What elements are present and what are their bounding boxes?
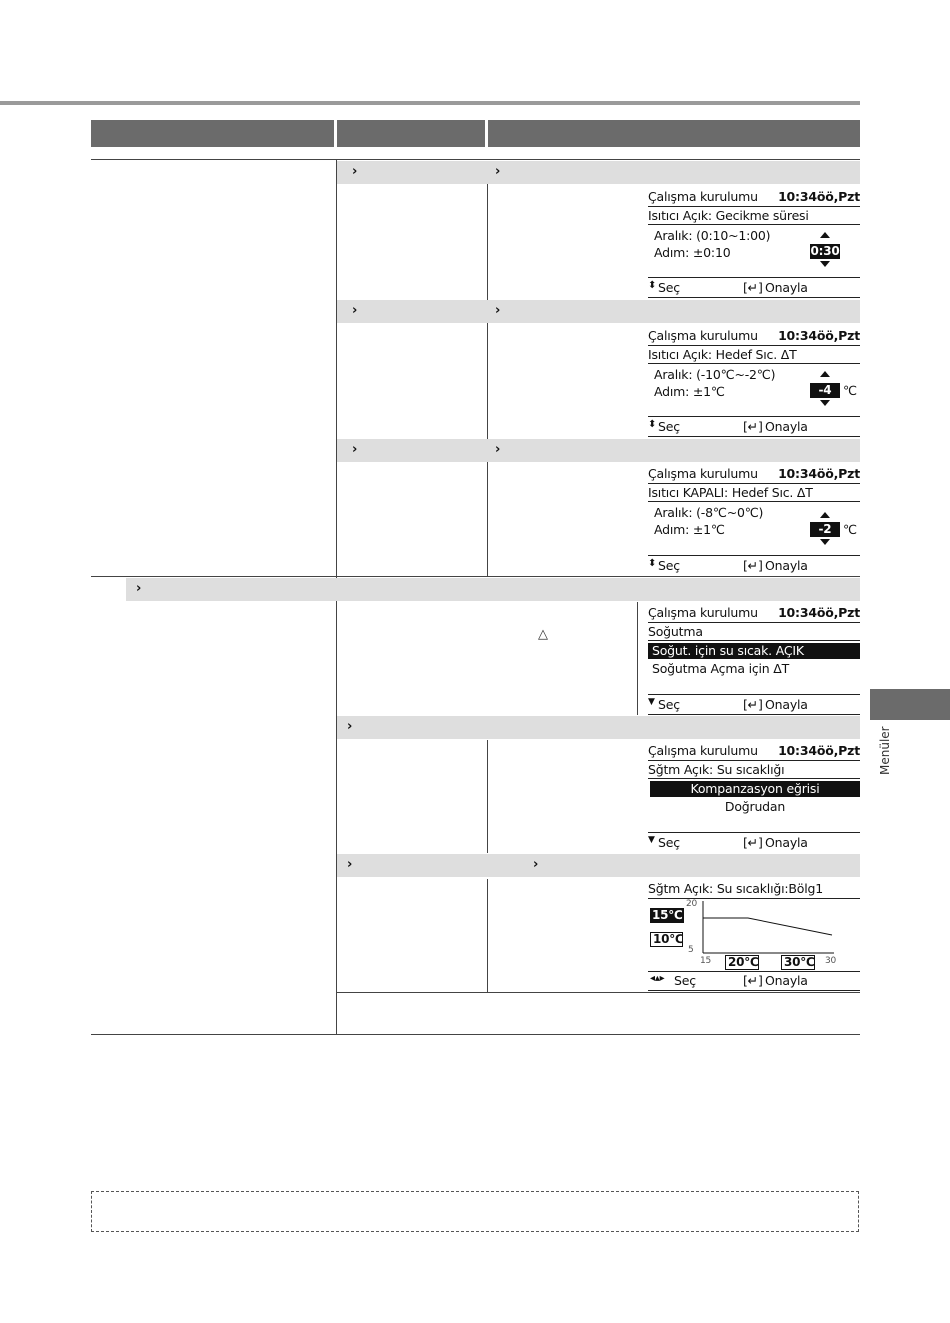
divider xyxy=(648,555,860,556)
menu-option[interactable]: Soğutma Açma için ΔT xyxy=(652,661,790,676)
select-label[interactable]: Seç xyxy=(658,558,680,573)
value-box[interactable]: 0:30 xyxy=(810,244,840,258)
divider xyxy=(648,694,860,695)
screen-subtitle: Isıtıcı Açık: Hedef Sıc. ΔT xyxy=(648,347,797,362)
col-divider-2a xyxy=(487,184,488,576)
screen-subtitle: Isıtıcı KAPALI: Hedef Sıc. ΔT xyxy=(648,485,813,500)
divider xyxy=(648,898,860,899)
divider xyxy=(648,501,860,502)
breadcrumb-bar xyxy=(126,578,860,601)
arrow-up-icon[interactable] xyxy=(820,512,830,518)
y-bottom-label: 5 xyxy=(688,945,694,955)
row-divider xyxy=(91,159,860,160)
menu-option[interactable]: Doğrudan xyxy=(724,799,786,814)
arrow-up-icon[interactable] xyxy=(820,232,830,238)
range-text: Aralık: (-10℃~-2℃) xyxy=(654,367,776,382)
screen-subtitle: Sğtm Açık: Su sıcaklığı xyxy=(648,762,785,777)
four-way-arrow-icon: ◂▴▸ xyxy=(650,973,665,984)
compensation-curve xyxy=(698,901,838,957)
screen-subtitle: Sğtm Açık: Su sıcaklığı:Bölg1 xyxy=(648,881,823,896)
chevron-right-icon: › xyxy=(533,857,539,872)
section-tab xyxy=(870,689,950,720)
updown-icon: ⬍ xyxy=(648,280,657,291)
enter-icon: [↵] xyxy=(743,419,763,434)
divider xyxy=(648,416,860,417)
confirm-label[interactable]: Onayla xyxy=(765,419,808,434)
screen-title: Çalışma kurulumu xyxy=(648,743,758,758)
row-divider xyxy=(91,576,860,577)
arrow-down-icon[interactable] xyxy=(820,261,830,267)
top-rule xyxy=(0,101,860,105)
x-val-1[interactable]: 20℃ xyxy=(728,955,759,969)
table-header-cell-3 xyxy=(488,120,860,147)
chevron-right-icon: › xyxy=(352,442,358,457)
breadcrumb-bar xyxy=(337,854,860,877)
col-divider-2d xyxy=(487,879,488,992)
down-arrow-icon: ▼ xyxy=(648,697,655,707)
selected-option[interactable]: Kompanzasyon eğrisi xyxy=(690,781,820,796)
x-left-label: 15 xyxy=(700,956,712,966)
note-box xyxy=(91,1191,859,1232)
select-label[interactable]: Seç xyxy=(658,835,680,850)
chevron-right-icon: › xyxy=(347,719,353,734)
confirm-label[interactable]: Onayla xyxy=(765,835,808,850)
chevron-right-icon: › xyxy=(495,164,501,179)
select-label[interactable]: Seç xyxy=(674,973,696,988)
unit-label: ℃ xyxy=(843,383,857,398)
divider xyxy=(648,832,860,833)
arrow-down-icon[interactable] xyxy=(820,539,830,545)
screen-subtitle: Soğutma xyxy=(648,624,703,639)
screen-title: Çalışma kurulumu xyxy=(648,466,758,481)
breadcrumb-bar xyxy=(337,716,860,739)
enter-icon: [↵] xyxy=(743,973,763,988)
screen-title: Çalışma kurulumu xyxy=(648,605,758,620)
range-text: Aralık: (-8℃~0℃) xyxy=(654,505,764,520)
col-divider-2b xyxy=(637,602,638,715)
selected-option[interactable]: Soğut. için su sıcak. AÇIK xyxy=(652,643,804,658)
lcd-screen-1 xyxy=(648,187,860,299)
screen-subtitle: Isıtıcı Açık: Gecikme süresi xyxy=(648,208,809,223)
chevron-right-icon: › xyxy=(136,581,142,596)
divider xyxy=(648,277,860,278)
value-box[interactable]: -4 xyxy=(810,383,840,398)
divider xyxy=(648,224,860,225)
divider xyxy=(648,714,860,715)
enter-icon: [↵] xyxy=(743,697,763,712)
divider xyxy=(648,297,860,298)
step-text: Adım: ±0:10 xyxy=(654,245,731,260)
screen-title: Çalışma kurulumu xyxy=(648,189,758,204)
select-label[interactable]: Seç xyxy=(658,697,680,712)
updown-icon: ⬍ xyxy=(648,558,657,569)
divider xyxy=(648,640,860,641)
divider xyxy=(648,760,860,761)
range-text: Aralık: (0:10~1:00) xyxy=(654,228,771,243)
breadcrumb-bar xyxy=(337,439,860,462)
confirm-label[interactable]: Onayla xyxy=(765,558,808,573)
divider xyxy=(648,971,860,972)
breadcrumb-bar xyxy=(337,300,860,323)
enter-icon: [↵] xyxy=(743,280,763,295)
arrow-up-icon[interactable] xyxy=(820,371,830,377)
table-bottom-rule xyxy=(91,1034,860,1035)
col-divider-2c xyxy=(487,740,488,853)
section-tab-label: Menüler xyxy=(878,726,892,775)
confirm-label[interactable]: Onayla xyxy=(765,973,808,988)
value-box[interactable]: -2 xyxy=(810,522,840,537)
divider xyxy=(648,990,860,991)
divider xyxy=(648,483,860,484)
divider xyxy=(648,206,860,207)
enter-icon: [↵] xyxy=(743,835,763,850)
select-label[interactable]: Seç xyxy=(658,280,680,295)
step-text: Adım: ±1℃ xyxy=(654,522,725,537)
select-label[interactable]: Seç xyxy=(658,419,680,434)
screen-title: Çalışma kurulumu xyxy=(648,328,758,343)
divider xyxy=(648,778,860,779)
warning-triangle-icon: △ xyxy=(538,627,548,642)
table-header-cell-1 xyxy=(91,120,334,147)
chevron-right-icon: › xyxy=(495,442,501,457)
screen-time: 10:34öö,Pzt xyxy=(778,189,860,204)
chevron-right-icon: › xyxy=(352,303,358,318)
screen-time: 10:34öö,Pzt xyxy=(778,605,860,620)
divider xyxy=(648,363,860,364)
row-divider xyxy=(337,992,860,993)
lcd-screen-2 xyxy=(648,326,860,438)
confirm-label[interactable]: Onayla xyxy=(765,280,808,295)
divider xyxy=(648,622,860,623)
breadcrumb-bar xyxy=(337,161,860,184)
divider xyxy=(648,345,860,346)
y-top-label: 20 xyxy=(686,899,698,909)
screen-time: 10:34öö,Pzt xyxy=(778,328,860,343)
chevron-right-icon: › xyxy=(347,857,353,872)
chevron-right-icon: › xyxy=(352,164,358,179)
screen-time: 10:34öö,Pzt xyxy=(778,743,860,758)
arrow-down-icon[interactable] xyxy=(820,400,830,406)
lcd-screen-4 xyxy=(648,603,860,715)
lcd-screen-3 xyxy=(648,464,860,576)
lcd-screen-5 xyxy=(648,741,860,853)
value-low[interactable]: 10℃ xyxy=(653,932,684,946)
step-text: Adım: ±1℃ xyxy=(654,384,725,399)
down-arrow-icon: ▼ xyxy=(648,835,655,845)
enter-icon: [↵] xyxy=(743,558,763,573)
lcd-curve-screen xyxy=(648,879,860,991)
table-header-cell-2 xyxy=(337,120,485,147)
updown-icon: ⬍ xyxy=(648,419,657,430)
confirm-label[interactable]: Onayla xyxy=(765,697,808,712)
unit-label: ℃ xyxy=(843,522,857,537)
value-high[interactable]: 15℃ xyxy=(652,908,683,922)
screen-time: 10:34öö,Pzt xyxy=(778,466,860,481)
chevron-right-icon: › xyxy=(495,303,501,318)
divider xyxy=(648,436,860,437)
x-right-label: 30 xyxy=(825,956,837,966)
x-val-2[interactable]: 30℃ xyxy=(784,955,815,969)
